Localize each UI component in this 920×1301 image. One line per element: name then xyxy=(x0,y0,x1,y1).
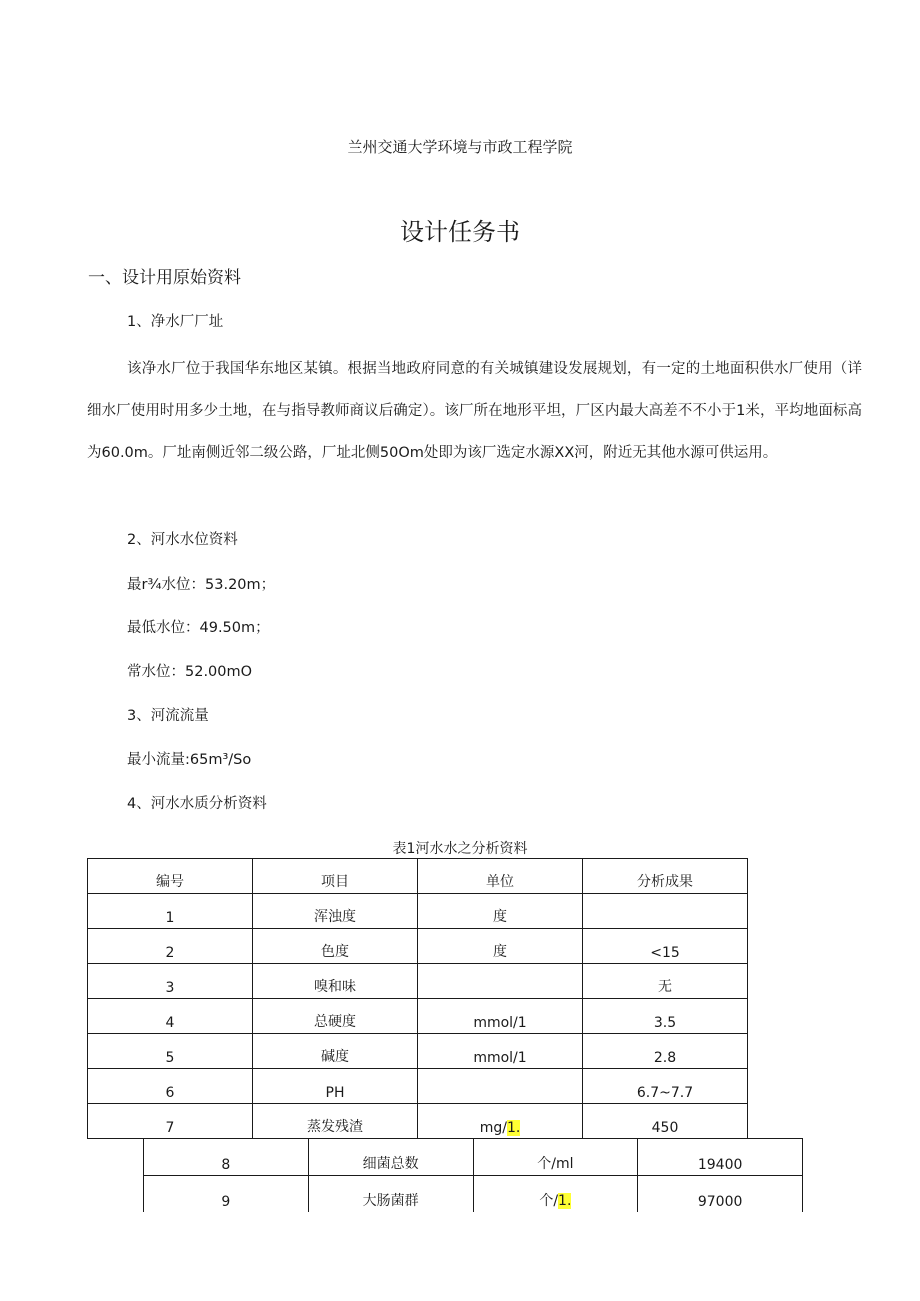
unit-text: mg/ xyxy=(479,1120,507,1136)
cell-item: 色度 xyxy=(253,929,418,964)
table-row xyxy=(88,929,748,964)
table-caption: 表1河水水之分析资料 xyxy=(392,841,528,857)
cell-result: 6.7~7.7 xyxy=(583,1069,748,1104)
cell-result: 无 xyxy=(583,964,748,999)
cell-item: 碱度 xyxy=(253,1034,418,1069)
subsection-heading-water-level: 2、河水水位资料 xyxy=(127,532,238,548)
subsection-heading-quality: 4、河水水质分析资料 xyxy=(127,796,267,812)
cell-no: 7 xyxy=(88,1104,253,1139)
cell-no: 1 xyxy=(88,894,253,929)
header-unit: 单位 xyxy=(418,859,583,894)
cell-item: 蒸发残渣 xyxy=(253,1104,418,1139)
table-row xyxy=(144,1176,803,1213)
cell-unit: mmol/1 xyxy=(418,999,583,1034)
cell-result: <15 xyxy=(583,929,748,964)
cell-result xyxy=(583,894,748,929)
cell-unit xyxy=(418,964,583,999)
table-row xyxy=(88,964,748,999)
water-quality-table-continued xyxy=(143,1138,803,1212)
normal-water-level: 常水位：52.00mO xyxy=(127,664,253,680)
cell-no: 5 xyxy=(88,1034,253,1069)
site-paragraph: 该净水厂位于我国华东地区某镇。根据当地政府同意的有关城镇建设发展规划，有一定的土地面积供水厂使用（详细水厂使用时用多少土地，在与指导教师商议后确定）。该厂所在地形平坦，厂区内最大高差不不小于1米，平均地面标高为60.0m。厂址南侧近邻二级公路，厂址北侧50Om处即为该厂选定水源XX河，附近无其他水源可供运用。 xyxy=(87,361,862,461)
section-heading: 一、设计用原始资料 xyxy=(88,268,241,288)
cell-result: 97000 xyxy=(638,1176,803,1213)
max-water-level: 最r¾水位：53.20m； xyxy=(127,577,276,593)
cell-item: 细菌总数 xyxy=(308,1139,473,1176)
min-water-level: 最低水位：49.50m； xyxy=(127,620,270,636)
min-flow: 最小流量:65m³∕So xyxy=(127,752,252,768)
table-row xyxy=(88,894,748,929)
table-row xyxy=(88,1034,748,1069)
school-name: 兰州交通大学环境与市政工程学院 xyxy=(347,138,573,156)
cell-item: 总硬度 xyxy=(253,999,418,1034)
cell-result: 2.8 xyxy=(583,1034,748,1069)
unit-text: 个/ xyxy=(539,1193,559,1209)
table-row xyxy=(88,1104,748,1139)
header-result: 分析成果 xyxy=(583,859,748,894)
subsection-heading-flow: 3、河流流量 xyxy=(127,708,209,724)
cell-no: 8 xyxy=(144,1139,309,1176)
water-quality-table xyxy=(87,858,748,1139)
table-row xyxy=(88,999,748,1034)
cell-no: 2 xyxy=(88,929,253,964)
cell-result: 19400 xyxy=(638,1139,803,1176)
cell-no: 9 xyxy=(144,1176,309,1213)
page-title: 设计任务书 xyxy=(400,218,520,246)
cell-unit: mmol/1 xyxy=(418,1034,583,1069)
cell-item: PH xyxy=(253,1069,418,1104)
cell-unit xyxy=(418,1069,583,1104)
table-row xyxy=(88,1069,748,1104)
cell-item: 大肠菌群 xyxy=(308,1176,473,1213)
cell-no: 4 xyxy=(88,999,253,1034)
cell-item: 浑浊度 xyxy=(253,894,418,929)
table-header-row xyxy=(88,859,748,894)
highlighted-unit-text: 1. xyxy=(506,1120,521,1136)
cell-no: 3 xyxy=(88,964,253,999)
cell-unit xyxy=(418,1104,583,1139)
cell-result: 450 xyxy=(583,1104,748,1139)
header-item: 项目 xyxy=(253,859,418,894)
cell-unit xyxy=(473,1176,638,1213)
cell-result: 3.5 xyxy=(583,999,748,1034)
highlighted-unit-text: 1. xyxy=(558,1193,572,1209)
cell-unit: 个/ml xyxy=(473,1139,638,1176)
cell-unit: 度 xyxy=(418,929,583,964)
subsection-heading-site: 1、净水厂厂址 xyxy=(127,314,224,330)
header-no: 编号 xyxy=(88,859,253,894)
cell-item: 嗅和味 xyxy=(253,964,418,999)
table-row xyxy=(144,1139,803,1176)
cell-no: 6 xyxy=(88,1069,253,1104)
cell-unit: 度 xyxy=(418,894,583,929)
